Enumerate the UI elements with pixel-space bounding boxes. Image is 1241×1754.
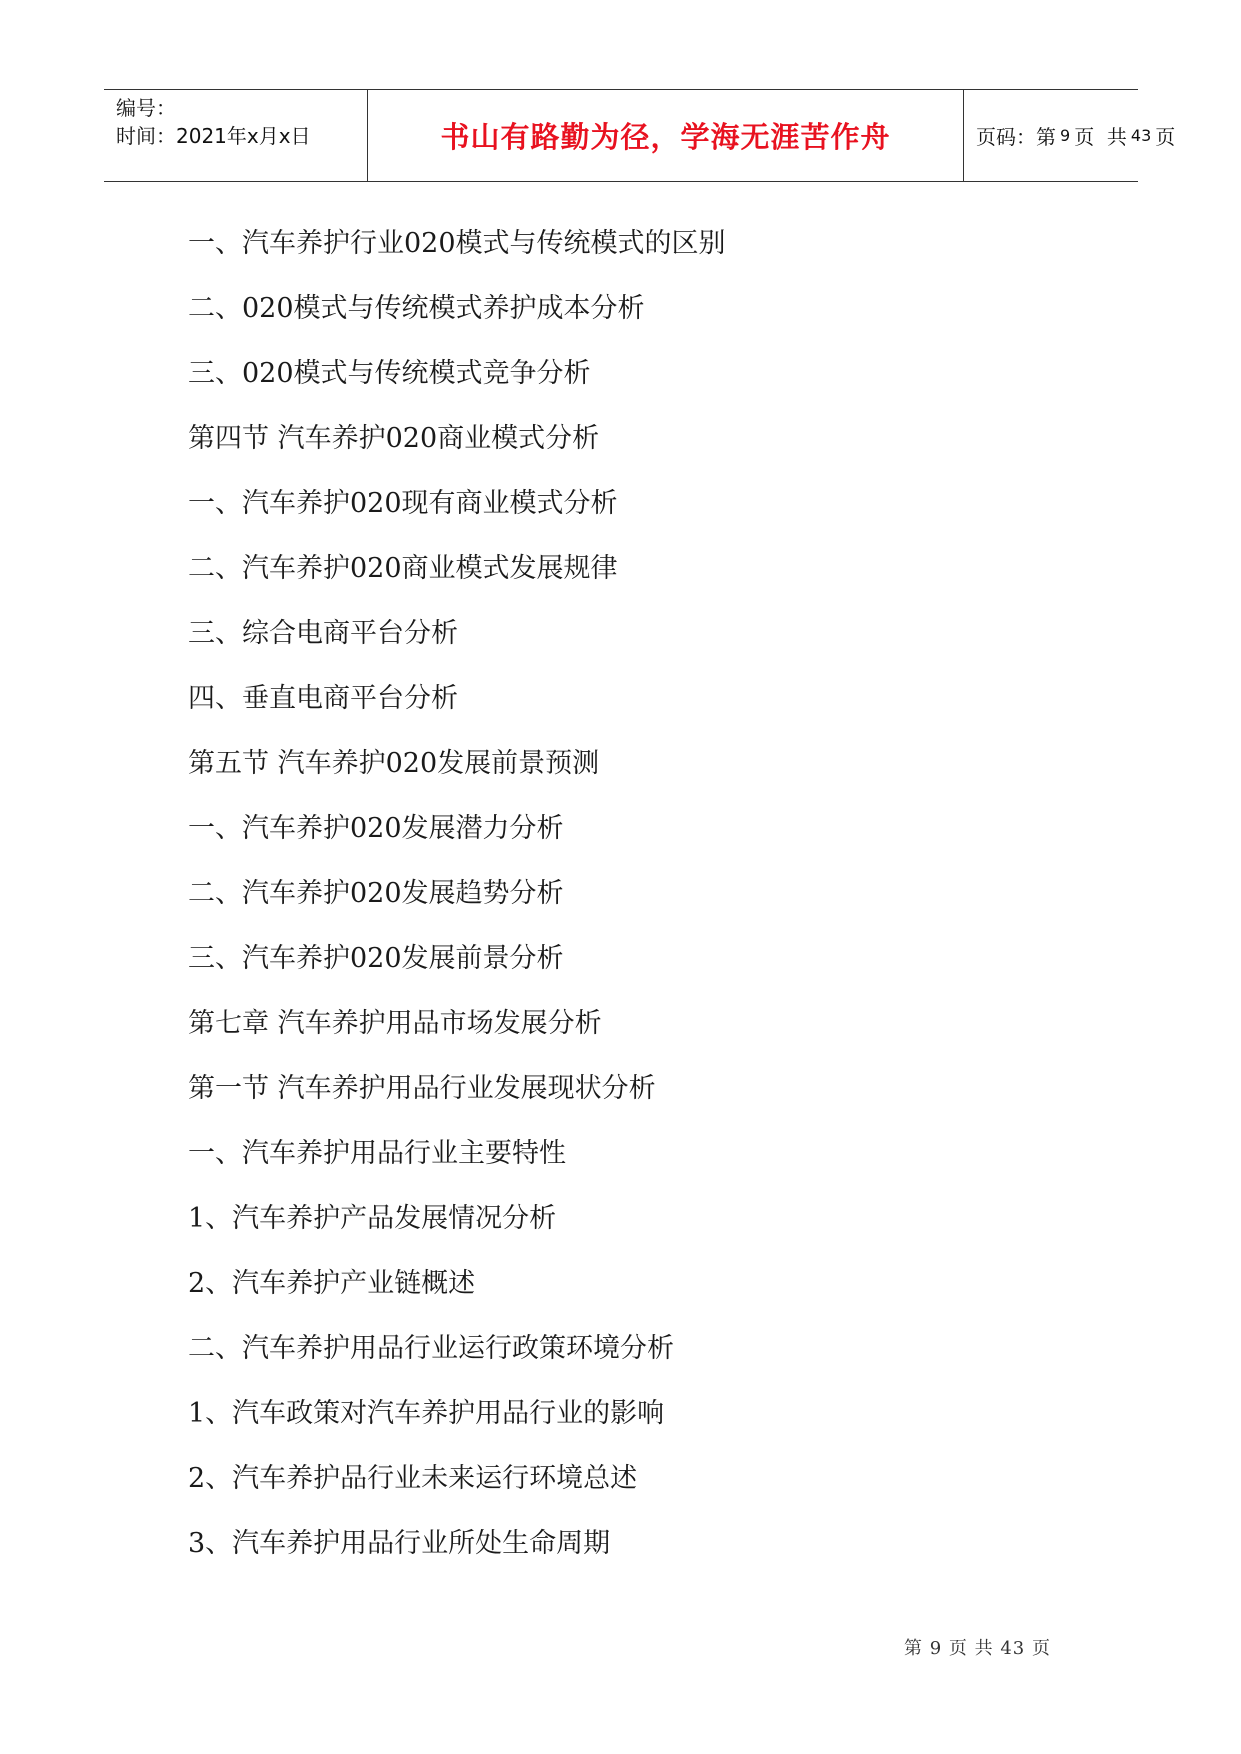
toc-item: 第五节 汽车养护020发展前景预测 (188, 748, 600, 779)
page-footer: 第 9 页 共 43 页 (904, 1638, 1051, 1659)
toc-item: 1、汽车养护产品发展情况分析 (188, 1203, 557, 1234)
toc-item: 二、汽车养护020发展趋势分析 (188, 878, 564, 909)
toc-item: 1、汽车政策对汽车养护用品行业的影响 (188, 1398, 665, 1429)
toc-item: 一、汽车养护020现有商业模式分析 (188, 488, 618, 519)
toc-item: 3、汽车养护用品行业所处生命周期 (188, 1528, 611, 1559)
toc-item: 二、汽车养护020商业模式发展规律 (188, 553, 618, 584)
toc-item: 第七章 汽车养护用品市场发展分析 (188, 1008, 602, 1039)
toc-item: 一、汽车养护020发展潜力分析 (188, 813, 564, 844)
header-motto: 书山有路勤为径，学海无涯苦作舟 (440, 120, 891, 154)
toc-item: 三、020模式与传统模式竞争分析 (188, 358, 591, 389)
toc-item: 四、垂直电商平台分析 (188, 683, 458, 714)
header-meta (104, 90, 368, 181)
toc-item: 一、汽车养护用品行业主要特性 (188, 1138, 566, 1169)
toc-item: 三、汽车养护020发展前景分析 (188, 943, 564, 974)
page-current-number: 9 (1060, 126, 1071, 145)
page-prefix: 页码：第 (976, 125, 1056, 149)
table-of-contents (188, 219, 726, 1584)
header-page-info (964, 90, 1176, 181)
toc-item: 第四节 汽车养护020商业模式分析 (188, 423, 600, 454)
toc-item: 三、综合电商平台分析 (188, 618, 458, 649)
header-motto-cell (368, 90, 964, 181)
page-suffix: 页 (1155, 125, 1176, 149)
toc-item: 第一节 汽车养护用品行业发展现状分析 (188, 1073, 656, 1104)
page-total-number: 43 (1130, 126, 1152, 145)
document-time-label: 时间：2021年x月x日 (116, 124, 311, 148)
document-number-label: 编号： (116, 96, 176, 120)
page-middle: 页 共 (1074, 125, 1127, 149)
toc-item: 二、汽车养护用品行业运行政策环境分析 (188, 1333, 674, 1364)
toc-item: 一、汽车养护行业020模式与传统模式的区别 (188, 228, 726, 259)
page-header (104, 89, 1176, 182)
toc-item: 二、020模式与传统模式养护成本分析 (188, 293, 645, 324)
toc-item: 2、汽车养护品行业未来运行环境总述 (188, 1463, 638, 1494)
toc-item: 2、汽车养护产业链概述 (188, 1268, 476, 1299)
